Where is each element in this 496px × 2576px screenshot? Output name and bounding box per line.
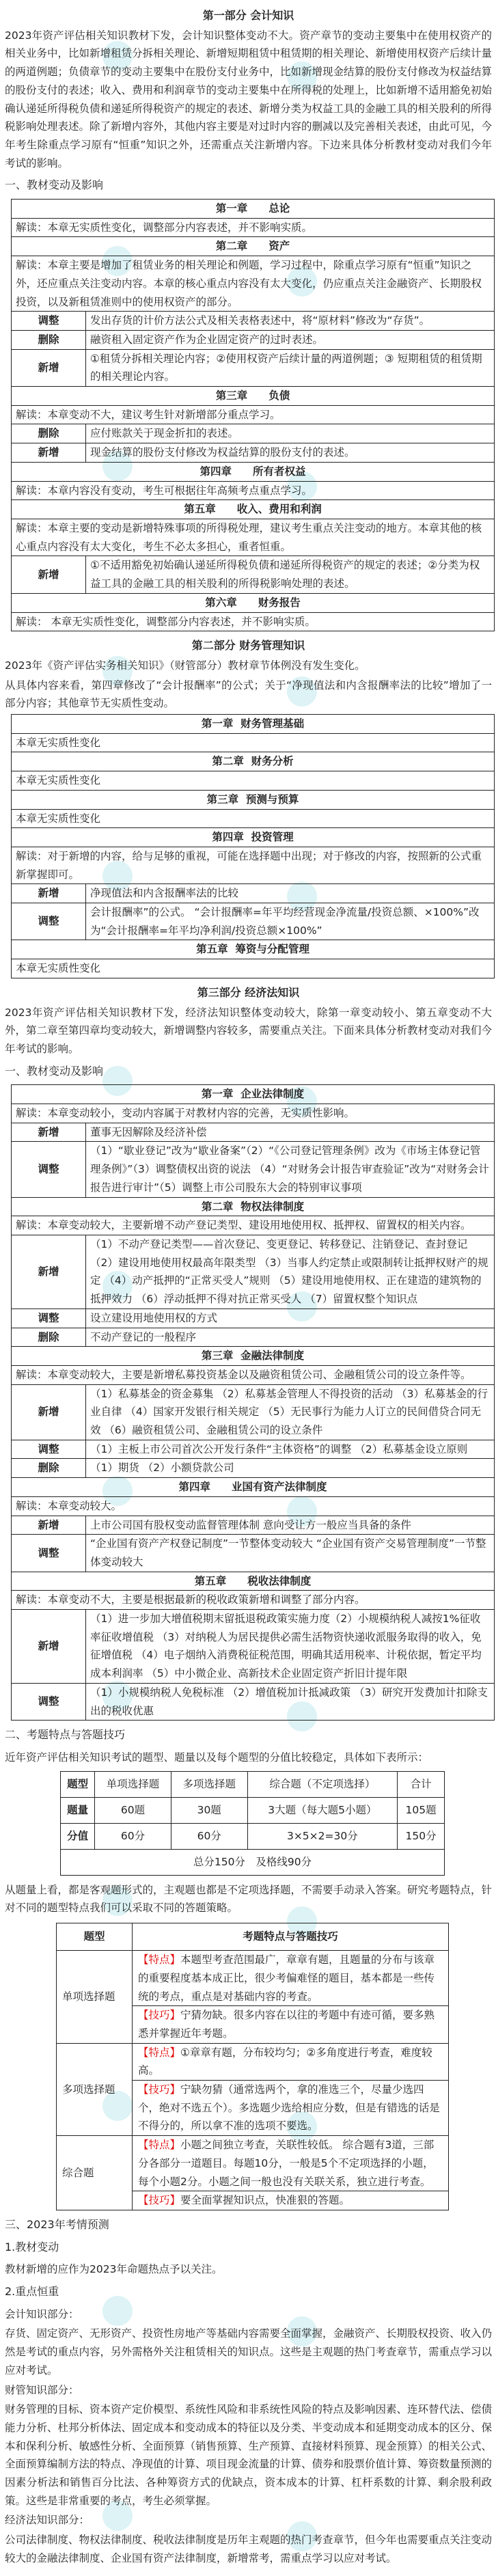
tip-tag: 【技巧】 [138, 2009, 181, 2022]
tip-content [133, 1951, 449, 2006]
chapter-row [12, 237, 495, 256]
change-content: “企业国有资产产权登记制度”一节整体变动较大 “企业国有资产交易管理制度”一节整体变动较大 [86, 1535, 495, 1572]
section-heading: 2.重点恒重 [5, 2285, 59, 2299]
paragraph: 2023年资产评估相关知识教材下发，会计知识整体变动不大。资产章节的变动主要集中在使用权资产的相关业务中，比如新增租赁分拆相关理论、新增短期租赁中租赁期的相关理论、新增使用权资产后续计量的两道例题；负债章节的变动主要集中在股份支付业务中，比如新增现金结算的股份支付修改为权益结算的股份支付的表述；收入、费用和利润章节的变动主要集中在所得税的处理上，比如新增不适用豁免初始确认递延所得税负债和递延所得税资产的规定的表述、新增分类为权益工具的金融工具的相关股利的所得税影响处理表述。除了新增内容外，其他内容主要是对过时内容的删减以及完善相关表述，由此可见，今年考生除重点学习原有“恒重”知识之外，还需重点关注新增内容。下边来具体分析教材变动对我们今年考试的影响。 [5, 29, 493, 169]
change-table [11, 199, 495, 631]
note-row [12, 771, 495, 791]
section-heading: 1.教材变动 [5, 2240, 59, 2253]
chapter-row [12, 752, 495, 771]
change-content: 上市公司国有股权变动监督管理体制 意向受让方一般应当具备的条件 [86, 1516, 495, 1535]
chapter-row [12, 715, 495, 734]
chapter-note: 解读： 本章无实质性变化，调整部分内容表述，并不影响实质。 [12, 612, 495, 631]
change-type-label: 删除 [12, 424, 86, 443]
note-row [12, 612, 495, 631]
chapter-note: 解读：本章变动较小，变动内容属于对教材内容的完善，无实质性影响。 [12, 1104, 495, 1123]
chapter-note: 解读：本章无实质性变化，调整部分内容表述，并不影响实质。 [12, 218, 495, 237]
chapter-row [12, 500, 495, 519]
chapter-note: 本章无实质性变化 [12, 809, 495, 828]
chapter-title: 第五章 收入、费用和利润 [12, 500, 495, 519]
exam-header-cell: 单项选择题 [95, 1771, 171, 1797]
note-row [12, 847, 495, 883]
note-row [12, 218, 495, 237]
note-row [12, 1365, 495, 1384]
note-row [12, 1496, 495, 1516]
tips-header-row [57, 1923, 449, 1951]
change-content: 应付账款关于现金折扣的表述。 [86, 424, 495, 443]
paragraph: 经济法知识部分： [5, 2514, 90, 2527]
note-row [12, 481, 495, 500]
change-row [12, 330, 495, 349]
exam-row [61, 1797, 445, 1823]
chapter-title: 第二章 资产 [12, 237, 495, 256]
chapter-row [12, 790, 495, 809]
tip-tag: 【特点】 [138, 2139, 181, 2152]
tip-text: 小题之间独立考查，关联性较低。 综合题有3道，三部分各部分一道题目。每题10分，一般是5个不定项选择的小题，每个小题2分。小题之间一般也没有关联关系，独立进行考查。 [138, 2139, 435, 2188]
paragraph: 近年资产评估相关知识考试的题型、题量以及每个题型的分值比较稳定，具体如下表所示： [5, 1751, 429, 1764]
change-row [12, 1384, 495, 1440]
exam-header-cell: 合计 [398, 1771, 445, 1797]
section-heading: 一、教材变动及影响 [5, 178, 104, 192]
change-type-label: 新增 [12, 443, 86, 463]
chapter-note: 本章无实质性变化 [12, 771, 495, 791]
note-row [12, 1104, 495, 1123]
note-row [12, 809, 495, 828]
tip-tag: 【技巧】 [138, 2083, 181, 2096]
change-row [12, 1123, 495, 1142]
chapter-title: 第五章 筹资与分配管理 [12, 940, 495, 959]
change-type-label: 调整 [12, 903, 86, 940]
change-type-label: 调整 [12, 312, 86, 331]
change-table [11, 714, 495, 978]
tip-content [133, 2081, 449, 2136]
paragraph: 从具体内容来看，第四章修改了“会计报酬率”的公式；关于“净现值法和内含报酬率法的比较”增加了一部分内容；其他章节无实质性变动。 [5, 679, 492, 710]
tip-tag: 【特点】 [138, 2046, 181, 2059]
chapter-row [12, 593, 495, 612]
change-type-label: 新增 [12, 556, 86, 593]
change-content: （1）进一步加大增值税期末留抵退税政策实施力度（2）小规模纳税人减按1%征收率征收增值税 （3）对纳税人为居民提供必需生活物资快递收派服务取得的收入，免征增值税 （4）电子烟纳入消费税征税范围，明确其适用税率、计税依据，暂定平均成本利润率 （5）中小微企业、高新技术企业固定资产折旧计提年限 [86, 1610, 495, 1684]
exam-structure-table [60, 1771, 445, 1876]
change-content: 设立建设用地使用权的方式 [86, 1308, 495, 1328]
tip-content [133, 2136, 449, 2191]
change-row [12, 443, 495, 463]
chapter-row [12, 200, 495, 219]
tip-content [133, 2006, 449, 2043]
exam-row [61, 1823, 445, 1849]
chapter-row [12, 940, 495, 959]
change-content: 董事无因解除及经济补偿 [86, 1123, 495, 1142]
change-type-label: 新增 [12, 1384, 86, 1440]
section-heading: 一、教材变动及影响 [5, 1064, 104, 1078]
exam-cell: 30题 [171, 1797, 247, 1823]
question-type: 单项选择题 [57, 1951, 133, 2044]
tip-content [133, 2043, 449, 2080]
change-row [12, 1535, 495, 1572]
tips-header-cell: 题型 [57, 1923, 133, 1951]
change-row [12, 903, 495, 940]
paragraph: 2023年资产评估相关知识教材下发，经济法知识整体变动较大，除第一章变动较小、第五章变动不大外，第二章至第四章均变动较大，新增调整内容较多，需要重点关注。下面来具体分析教材变动对我们今年考试的影响。 [5, 1006, 493, 1055]
tip-text: ①章章有题，分布较均匀；②多角度进行考查，难度较高。 [138, 2046, 432, 2077]
paragraph: 2023年《资产评估实务相关知识》（财管部分）教材章节体例没有发生变化。 [5, 659, 366, 672]
note-row [12, 959, 495, 978]
change-row [12, 1142, 495, 1197]
change-row [12, 556, 495, 593]
change-row [12, 1235, 495, 1309]
exam-cell: 60分 [171, 1823, 247, 1849]
note-row [12, 1591, 495, 1610]
change-type-label: 新增 [12, 1610, 86, 1684]
change-content: （1）“歇业登记”改为“歇业备案”（2）“《公司登记管理条例》改为《市场主体登记管理条例》”（3）调整债权出资的说法 （4）“对财务会计报告审查验证”改为“对财务会计报告进行审计”（5）调整上市公司股东大会的特别审议事项 [86, 1142, 495, 1197]
chapter-title: 第三章 金融法律制度 [12, 1347, 495, 1366]
change-content: ①不适用豁免初始确认递延所得税负债和递延所得税资产的规定的表述；②分类为权益工具的金融工具的相关股利的所得税影响处理的表述。 [86, 556, 495, 593]
tip-content [133, 2191, 449, 2210]
exam-header-row [61, 1771, 445, 1797]
chapter-title: 第三章 负债 [12, 387, 495, 406]
exam-total-score: 总分150分 及格线90分 [61, 1849, 445, 1875]
change-type-label: 调整 [12, 1535, 86, 1572]
chapter-note: 本章无实质性变化 [12, 733, 495, 752]
chapter-note: 解读：本章主要的变动是新增特殊事项的所得税处理，建议考生重点关注变动的地方。本章其他的核心重点内容没有太大变化，考生不必太多担心，重者恒重。 [12, 519, 495, 556]
chapter-title: 第四章 业国有资产法律制度 [12, 1478, 495, 1497]
tip-tag: 【技巧】 [138, 2194, 181, 2207]
part-title: 第二部分 财务管理知识 [191, 639, 305, 653]
paragraph: 从题量上看，都是客观题形式的，主观题也都是不定项选择题，不需要手动录入答案。研究考题特点，针对不同的题型特点我们可以采取不同的答题策略。 [5, 1883, 493, 1915]
change-content: （1）私募基金的资金募集 （2）私募基金管理人不得投资的活动 （3）私募基金的行业自律 （4）国家开发银行相关规定 （5）无民事行为能力人订立的民间借贷合同无效 （6）融资租赁公司、金融租赁公司的设立条件 [86, 1384, 495, 1440]
change-row [12, 349, 495, 386]
change-type-label: 新增 [12, 349, 86, 386]
change-row [12, 1308, 495, 1328]
change-type-label: 新增 [12, 884, 86, 903]
chapter-note: 本章无实质性变化 [12, 959, 495, 978]
chapter-row [12, 462, 495, 481]
paragraph: 财管知识部分： [5, 2383, 79, 2396]
note-row [12, 733, 495, 752]
note-row [12, 256, 495, 312]
chapter-title: 第六章 财务报告 [12, 593, 495, 612]
change-row [12, 424, 495, 443]
change-row [12, 1440, 495, 1459]
note-row [12, 519, 495, 556]
change-type-label: 新增 [12, 1235, 86, 1309]
change-type-label: 调整 [12, 1683, 86, 1720]
exam-cell: 题量 [61, 1797, 95, 1823]
tips-row [57, 1951, 449, 2006]
chapter-note: 解读：本章变动较大。 [12, 1496, 495, 1516]
note-row [12, 405, 495, 424]
section-heading: 三、2023年考情预测 [5, 2217, 109, 2231]
change-row [12, 1516, 495, 1535]
exam-footer-row [61, 1849, 445, 1875]
section-heading: 二、考题特点与答题技巧 [5, 1728, 126, 1742]
chapter-row [12, 1347, 495, 1366]
change-content: ①租赁分拆相关理论内容；②使用权资产后续计量的两道例题；③ 短期租赁的租赁期的相关理论内容。 [86, 349, 495, 386]
tips-header-cell: 考题特点与答题技巧 [133, 1923, 449, 1951]
change-type-label: 删除 [12, 1328, 86, 1347]
question-type: 多项选择题 [57, 2043, 133, 2136]
change-type-label: 调整 [12, 1308, 86, 1328]
change-content: 现金结算的股份支付修改为权益结算的股份支付的表述。 [86, 443, 495, 463]
paragraph: 教材新增的应作为2023年命题热点予以关注。 [5, 2263, 223, 2276]
change-content: 融资租入固定资产作为企业固定资产的过时表述。 [86, 330, 495, 349]
paragraph: 公司法律制度、物权法律制度、税收法律制度是历年主观题的热门考查章节，但今年也需要重点关注变动较大的金融法律制度、企业国有资产法律制度，新增常考，需重点学习以应对考试。 [5, 2534, 493, 2564]
change-content: （1）小规模纳税人免税标准 （2）增值税加计抵减政策 （3）研究开发费加计扣除支出的税收优惠 [86, 1683, 495, 1720]
chapter-row [12, 1197, 495, 1216]
chapter-note: 解读：本章主要是增加了租赁业务的相关理论和例题，学习过程中，除重点学习原有“恒重”知识之外，还应重点关注变动内容。本章的核心重点内容没有太大变化，仍应重点关注金融资产、长期股权投资，以及新租赁准则中的使用权资产的部分。 [12, 256, 495, 312]
change-row [12, 1328, 495, 1347]
part-title: 第一部分 会计知识 [202, 9, 294, 22]
tip-text: 要全面掌握知识点，快准狠的答题。 [180, 2194, 350, 2207]
chapter-row [12, 1572, 495, 1591]
tips-row [57, 2136, 449, 2191]
note-row [12, 1216, 495, 1235]
tip-text: 本题型考查范围最广，章章有题，且题量的分布与该章的重要程度基本成正比，很少考偏难怪的题目，基本都是一些传统的考点，重点是对基础内容的考查。 [138, 1954, 435, 2003]
part-title: 第三部分 经济法知识 [197, 985, 300, 999]
tip-tag: 【特点】 [138, 1954, 181, 1967]
chapter-row [12, 828, 495, 847]
chapter-note: 解读：本章变动不大，主要是根据最新的税收政策新增和调整了部分内容。 [12, 1591, 495, 1610]
chapter-note: 解读：本章内容没有变动，考生可根据往年高频考点重点学习。 [12, 481, 495, 500]
change-content: 会计报酬率”的公式。 “会计报酬率=年平均经营现金净流量/投资总额、×100%”改为“会计报酬率=年平均净利润/投资总额×100%” [86, 903, 495, 940]
change-table [11, 1084, 495, 1721]
chapter-title: 第一章 总论 [12, 200, 495, 219]
paragraph: 财务管理的目标、资本资产定价模型、系统性风险和非系统性风险的特点及影响因素、连环替代法、偿债能力分析、杜邦分析体法、固定成本和变动成本的特征以及分类、半变动成本和延期变动成本的区分、保本和保利分析、敏感性分析、全面预算（销售预算、生产预算、直接材料预算、现金预算）的相关公式、全面预算编制方法的特点、净现值的计算、项目现金流量的计算、债券和股票价值计算、筹资数量预测的因素分析法和销售百分比法、各种筹资方式的优缺点，资本成本的计算、杠杆系数的计算、剩余股利政策。这些是非常重要的考点，考生必须掌握。 [5, 2403, 493, 2507]
chapter-title: 第四章 投资管理 [12, 828, 495, 847]
exam-cell: 105题 [398, 1797, 445, 1823]
exam-cell: 150分 [398, 1823, 445, 1849]
chapter-title: 第一章 财务管理基础 [12, 715, 495, 734]
change-row [12, 1610, 495, 1684]
change-type-label: 新增 [12, 1516, 86, 1535]
change-content: 发出存货的计价方法公式及相关表格表述中，将“原材料”修改为“存货”。 [86, 312, 495, 331]
tip-text: 宁猜勿缺。很多内容在以往的考题中有迹可循，要多熟悉并掌握近年考题。 [138, 2009, 435, 2040]
change-content: （1）期货 （2）小额贷款公司 [86, 1459, 495, 1478]
change-content: 净现值法和内含报酬率法的比较 [86, 884, 495, 903]
chapter-note: 解读：本章变动不大，建议考生针对新增部分重点学习。 [12, 405, 495, 424]
chapter-title: 第二章 物权法律制度 [12, 1197, 495, 1216]
chapter-title: 第五章 税收法律制度 [12, 1572, 495, 1591]
change-content: 不动产登记的一般程序 [86, 1328, 495, 1347]
change-type-label: 删除 [12, 330, 86, 349]
tips-table [56, 1923, 449, 2210]
exam-cell: 3大题（每大题5小题） [247, 1797, 398, 1823]
tip-text: 宁缺勿猜（通常选两个，拿的准选三个，尽量少选四个，绝对不选五个）。多选题少选给相应分数，但是有错选的话是不得分的，所以拿不准的选项不要选。 [138, 2083, 440, 2133]
change-type-label: 调整 [12, 1440, 86, 1459]
chapter-title: 第一章 企业法律制度 [12, 1085, 495, 1104]
change-row [12, 1683, 495, 1720]
chapter-title: 第二章 财务分析 [12, 752, 495, 771]
paragraph: 存货、固定资产、无形资产、投资性房地产等基础内容需要全面掌握，金融资产、长期股权投资、收入仍然是考试的重点内容，另外需格外关注租赁相关的知识点。这些是主观题的热门考查章节，需重点学习以应对考试。 [5, 2327, 493, 2376]
tips-row [57, 2043, 449, 2080]
exam-header-cell: 题型 [61, 1771, 95, 1797]
exam-header-cell: 综合题（不定项选择） [247, 1771, 398, 1797]
chapter-title: 第三章 预测与预算 [12, 790, 495, 809]
exam-header-cell: 多项选择题 [171, 1771, 247, 1797]
change-type-label: 删除 [12, 1459, 86, 1478]
change-content: （1）不动产登记类型——首次登记、变更登记、转移登记、注销登记、查封登记（2）建设用地使用权最高年限类型 （3）当事人约定禁止或限制转让抵押权财产的规定 （4）动产抵押的“正常买受人”规则 （5）建设用地使用权、正在建造的建筑物的抵押效力 （6）浮动抵押不得对抗正常买受人 （7）留置权整个知识点 [86, 1235, 495, 1309]
change-type-label: 新增 [12, 1123, 86, 1142]
change-type-label: 调整 [12, 1142, 86, 1197]
change-content: （1）主板上市公司首次公开发行条件“主体资格”的调整 （2）私募基金设立原则 [86, 1440, 495, 1459]
exam-cell: 分值 [61, 1823, 95, 1849]
change-row [12, 1459, 495, 1478]
paragraph: 会计知识部分： [5, 2307, 79, 2320]
chapter-row [12, 1085, 495, 1104]
chapter-title: 第四章 所有者权益 [12, 462, 495, 481]
change-row [12, 312, 495, 331]
chapter-note: 解读：本章变动较大，主要是新增私募投资基金以及融资租赁公司、金融租赁公司的设立条件等。 [12, 1365, 495, 1384]
exam-cell: 3×5×2=30分 [247, 1823, 398, 1849]
chapter-row [12, 1478, 495, 1497]
chapter-row [12, 387, 495, 406]
change-row [12, 884, 495, 903]
chapter-note: 解读：本章变动较大，主要新增不动产登记类型、建设用地使用权、抵押权、留置权的相关内容。 [12, 1216, 495, 1235]
exam-cell: 60分 [95, 1823, 171, 1849]
chapter-note: 解读：对于新增的内容，给与足够的重视，可能在选择题中出现；对于修改的内容，按照新的公式重新掌握即可。 [12, 847, 495, 883]
question-type: 综合题 [57, 2136, 133, 2210]
exam-cell: 60题 [95, 1797, 171, 1823]
